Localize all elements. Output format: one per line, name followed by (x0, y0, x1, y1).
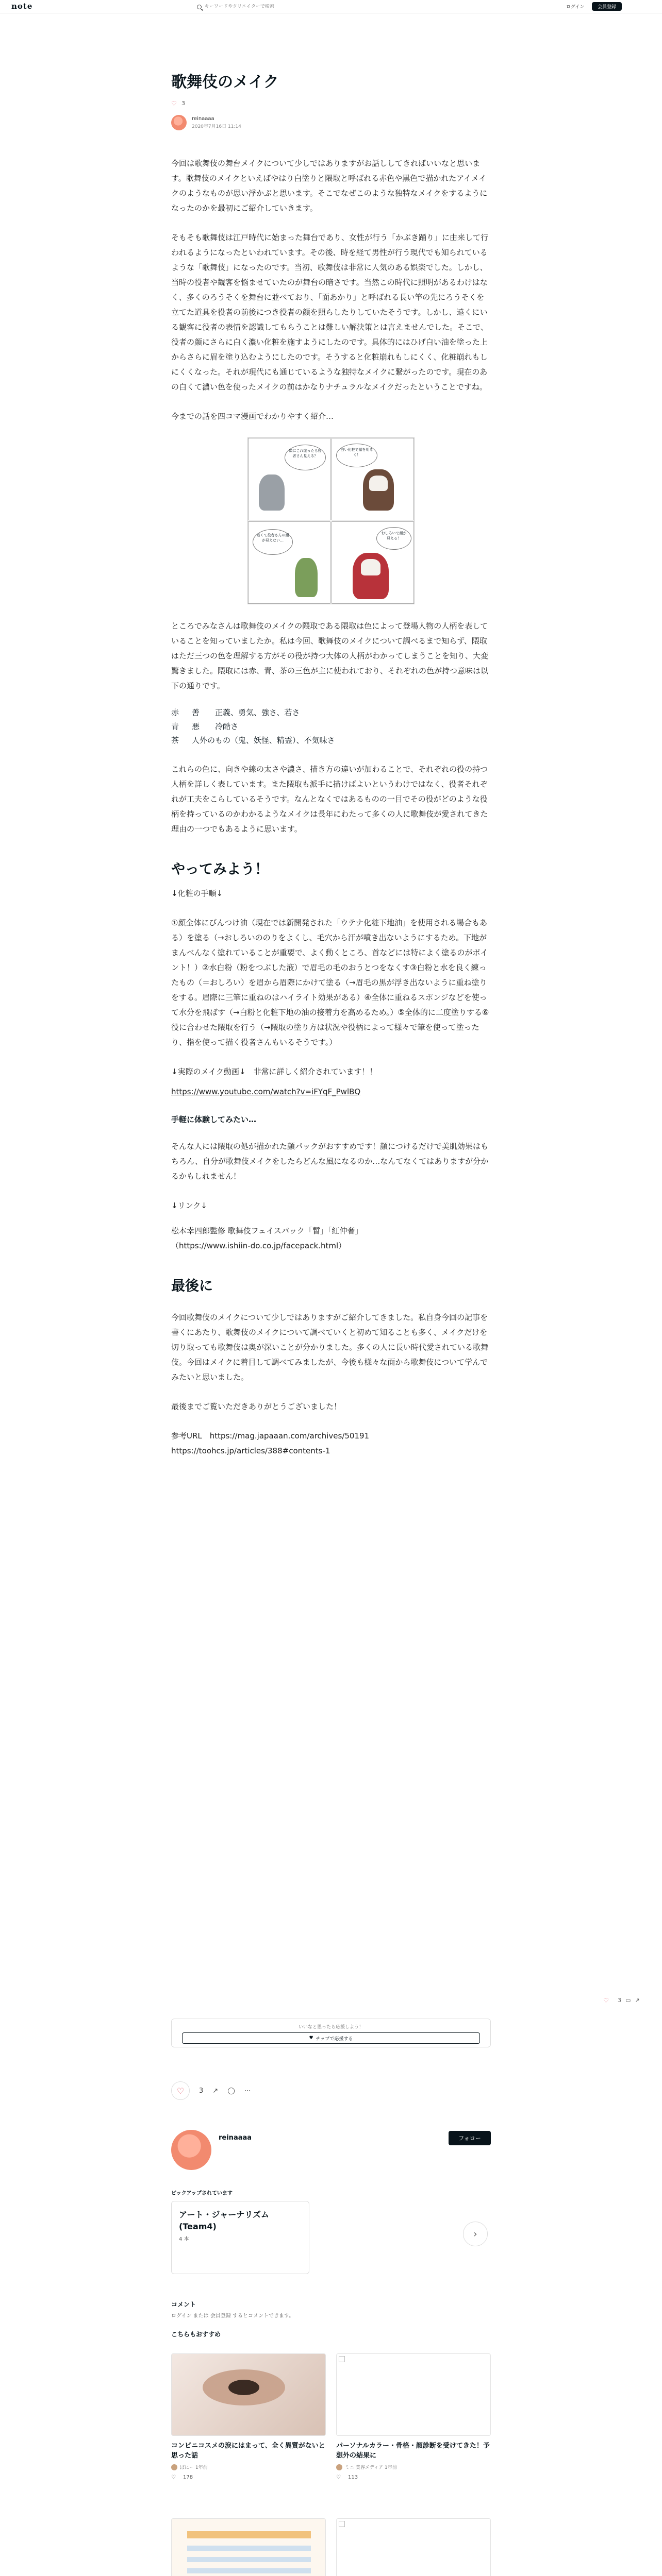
author-meta (192, 116, 241, 129)
section-heading: やってみよう！ (171, 861, 269, 877)
signup-button[interactable]: 会員登録 (592, 2, 622, 11)
recommend-card[interactable] (336, 2518, 491, 2576)
author-block[interactable] (171, 115, 491, 130)
heart-icon[interactable]: ♡ (603, 1996, 609, 2004)
heart-icon: ♡ (336, 2475, 341, 2480)
search-input[interactable] (205, 4, 359, 9)
manga-speech: 白い化粧で顔を明るく！ (336, 444, 377, 467)
comment-login-text: ログイン または 会員登録 するとコメントできます。 (171, 2313, 294, 2319)
article-actions (171, 2081, 251, 2100)
reference-label: 参考URL (171, 1431, 202, 1440)
recommend-card[interactable] (171, 2353, 326, 2480)
paragraph: そもそも歌舞伎は江戸時代に始まった舞台であり、女性が行う「かぶき踊り」に由来して行われるようになったといわれています。その後、時を経て男性が行う現代でも知られているような「歌舞伎」になったのです。当初、歌舞伎は非常に人気のある娯楽でした。しかし、当時の役者や観客を悩ませていたのが舞台の暗さです。当然この時代に照明があるわけはなく、多くのろうそくを舞台に並べており、「面あかり」と呼ばれる長い竿の先にろうそくを立てた道具を役者の前後につき役者の顔を照らしたりしていたそうです。しかし、遠くにいる観客に役者の表情を認識してもらうことは難しい解決策とは言えませんでした。そこで、役者の顔にさらに白く濃い化粧を施すようにしたのです。具体的にはひげ白い油を塗った上からさらに眉を塗り込むようにしたのです。そうすると化粧崩れもしにくく、化粧崩れもしにくくなった。それが現代にも通じているような独特なメイクに繋がったのです。現在のあの白くて濃い色を使ったメイクの前はかなりナチュラルなメイクだったということですね。 (171, 233, 489, 392)
manga-panel (248, 438, 330, 520)
comment-title: コメント (171, 2301, 196, 2308)
more-icon[interactable]: ⋯ (244, 2087, 251, 2095)
recommend-author: ぽにー 1年前 (171, 2464, 326, 2470)
recommend-title: こちらもおすすめ (171, 2331, 221, 2338)
paragraph: ↓リンク↓ (171, 1201, 207, 1210)
thumbnail (336, 2518, 491, 2576)
meaning-row: 青 悪 冷酷さ (171, 722, 239, 731)
product-name: 松本幸四郎監修 歌舞伎フェイスパック「暫」「紅仲奢」 (171, 1226, 363, 1235)
paragraph: 今回歌舞伎のメイクについて少しではありますがご紹介してきました。私自身今回の記事を書くにあたり、歌舞伎のメイクについて調べていくと初めて知ることも多く、メイクだけを切り取っても歌舞伎は奥が深いことが分かりました。多くの人に長い時代愛されている歌舞伎。今回はメイクに着目して調べてみましたが、今後も様々な面から歌舞伎について学んでみたいと思いました。 (171, 1313, 489, 1382)
meaning-row: 茶 人外のもの（鬼、妖怪、精霊）、不気味さ (171, 736, 335, 745)
recommend-card[interactable] (336, 2353, 491, 2480)
recommend-stats: ♡ 113 (336, 2475, 358, 2480)
search-bar[interactable] (197, 2, 465, 11)
like-row (171, 100, 491, 107)
magazine-name: アート・ジャーナリズム(Team4) (179, 2210, 269, 2231)
thumbnail (336, 2353, 491, 2436)
comment-icon[interactable]: ◯ (227, 2087, 235, 2095)
broken-image-icon (339, 2356, 345, 2362)
reference-link[interactable]: https://toohcs.jp/articles/388#contents-1 (171, 1446, 330, 1455)
recommend-name: パーソナルカラー・骨格・顔診断を受けてきた！予想外の結果に (336, 2442, 490, 2460)
manga-panel (248, 521, 330, 604)
pickup-card[interactable] (171, 2201, 309, 2274)
top-header (0, 0, 662, 13)
meaning-row: 赤 善 正義、勇気、強さ、若さ (171, 708, 300, 717)
recommend-stats: ♡ 178 (171, 2475, 193, 2480)
heart-icon[interactable]: ♡ (171, 99, 177, 107)
tip-label: チップで応援する (316, 2036, 353, 2042)
paragraph: これらの色に、向きや線の太さや濃さ、描き方の違いが加わることで、それぞれの役の持つ人柄を詳しく表しています。また隈取も派手に描けばよいというわけではなく、役者それぞれが工夫をこらしているそうです。なんとなくではあるものの一目でその役がどのような役柄を持っているのかわかるようなメイクは長年にわたって多くの人に歌舞伎が愛されてきた理由の一つでもあるように思います。 (171, 765, 488, 834)
paragraph: ↓実際のメイク動画↓ 非常に詳しく紹介されています！！ (171, 1067, 377, 1076)
magazine-count: 4 本 (179, 2236, 189, 2242)
bookmark-icon[interactable]: ▭ (625, 1997, 631, 2004)
article (171, 72, 491, 1459)
support-box (171, 2019, 491, 2047)
tip-button[interactable] (182, 2032, 480, 2044)
login-link[interactable]: ログイン (566, 5, 585, 10)
article-title: 歌舞伎のメイク (171, 73, 279, 91)
side-actions (603, 1997, 640, 2004)
paragraph: ↓化粧の手順↓ (171, 889, 223, 898)
follow-button[interactable]: フォロー (449, 2131, 491, 2145)
support-text: いいなと思ったら応援しよう！ (298, 2025, 363, 2030)
thumbnail (171, 2353, 326, 2436)
reference-link[interactable]: https://mag.japaaan.com/archives/50191 (209, 1431, 370, 1440)
paragraph: そんな人には隈取の処が描かれた顔パックがおすすめです！顔につけるだけで美肌効果はもちろん、自分が歌舞伎メイクをしたらどんな風になるのか…なんてなくてはありますが分かるかもしれません！ (171, 1142, 489, 1181)
chevron-right-icon[interactable]: › (463, 2222, 488, 2246)
paragraph: 今回は歌舞伎の舞台メイクについて少しではありますがお話ししてきればいいなと思います。歌舞伎のメイクといえばやはり白塗りと隈取と呼ばれる赤色や黒色で描かれたアイメイクのようなものが思い浮かぶと思います。そこでなぜこのような独特なメイクをするようになったのかを最初にご紹介していきます。 (171, 159, 488, 213)
paragraph: 最後までご覧いただきありがとうございました！ (171, 1402, 342, 1411)
manga-panel (332, 521, 414, 604)
four-panel-manga-image (247, 437, 415, 604)
note-logo[interactable]: note (11, 2, 33, 11)
share-icon[interactable]: ↗ (212, 2087, 219, 2095)
section-heading: 最後に (171, 1278, 213, 1294)
article-body (171, 156, 491, 1459)
tip-icon: ♥ (309, 2036, 313, 2041)
like-count: 3 (181, 100, 185, 107)
recommend-author: ミニ 美容メディア 1年前 (336, 2464, 491, 2470)
heart-icon: ♡ (171, 2475, 176, 2480)
manga-panel (332, 438, 414, 520)
recommend-name: コンビニコスメの涙にはまって、全く異質がないと思った話 (171, 2442, 325, 2460)
color-meaning-list (171, 706, 491, 748)
broken-image-icon (339, 2521, 345, 2527)
author-name[interactable]: reinaaaa (192, 116, 214, 122)
post-date: 2020年7月16日 11:14 (192, 124, 241, 129)
product-link[interactable]: （https://www.ishiin-do.co.jp/facepack.html） (171, 1241, 346, 1250)
heart-icon: ♡ (176, 2086, 185, 2096)
like-count: 3 (618, 1997, 621, 2004)
manga-speech: 顔にこれ塗ったら役者さん見える？ (285, 445, 326, 470)
manga-speech: おしろいで顔が見える！ (376, 527, 411, 550)
like-count: 3 (199, 2087, 204, 2095)
avatar[interactable] (171, 2130, 211, 2170)
paragraph: ところでみなさんは歌舞伎のメイクの隈取である隈取は色によって登場人物の人柄を表していることを知っていましたか。私は今回、歌舞伎のメイクについて調べるまで知らず、隈取はただ三つの色を理解する方がその役が持つ大体の人柄がわかってしまうことを知り、大変驚きました。隈取には赤、青、茶の三色が主に使われており、それぞれの色が持つ意味は以下の通りです。 (171, 621, 489, 690)
paragraph: 今までの話を四コマ漫画でわかりやすく紹介… (171, 412, 334, 421)
creator-name[interactable]: reinaaaa (219, 2134, 252, 2142)
youtube-link[interactable]: https://www.youtube.com/watch?v=iFYqF_PwlBQ (171, 1087, 361, 1096)
pickup-title: ピックアップされています (171, 2191, 233, 2196)
share-icon[interactable]: ↗ (635, 1997, 640, 2004)
recommend-card[interactable] (171, 2518, 326, 2576)
avatar[interactable] (171, 115, 187, 130)
thumbnail (171, 2518, 326, 2576)
manga-speech: 暗くて役者さんの顔が見えない… (253, 529, 293, 555)
sub-heading: 手軽に体験してみたい… (171, 1115, 257, 1124)
search-icon (197, 5, 202, 9)
paragraph: ①顔全体にびんつけ油（現在では新開発された「ウテナ化粧下地油」を使用される場合もある）を塗る（→おしろいののりをよくし、毛穴から汗が噴き出ないようにするため。下地がまんべんなく塗れていることが重要で、よく動くところ、首などには特によく塗るのがポイント！）②水白粉（粉をつぶした液）で眉毛の毛のおうとつをなくす③白粉と水を良く練ったもの（＝おしろい）を眉から眉際にかけて塗る（→眉毛の黒が浮き出ないように重ね塗りをする。眉際に三筆に重ねのはハイライト効果がある）④全体に重ねるスポンジなどを使って水分を飛ばす（→白粉と化粧下地の油の接着力を高めるため。）⑤全体的に二度塗りする⑥役に合わせた隈取を行う（→隈取の塗り方は状況や役柄によって様々で筆を使って塗ったり、指を使って描く役者さんもいるそうです。） (171, 918, 489, 1047)
like-button[interactable] (171, 2081, 190, 2100)
